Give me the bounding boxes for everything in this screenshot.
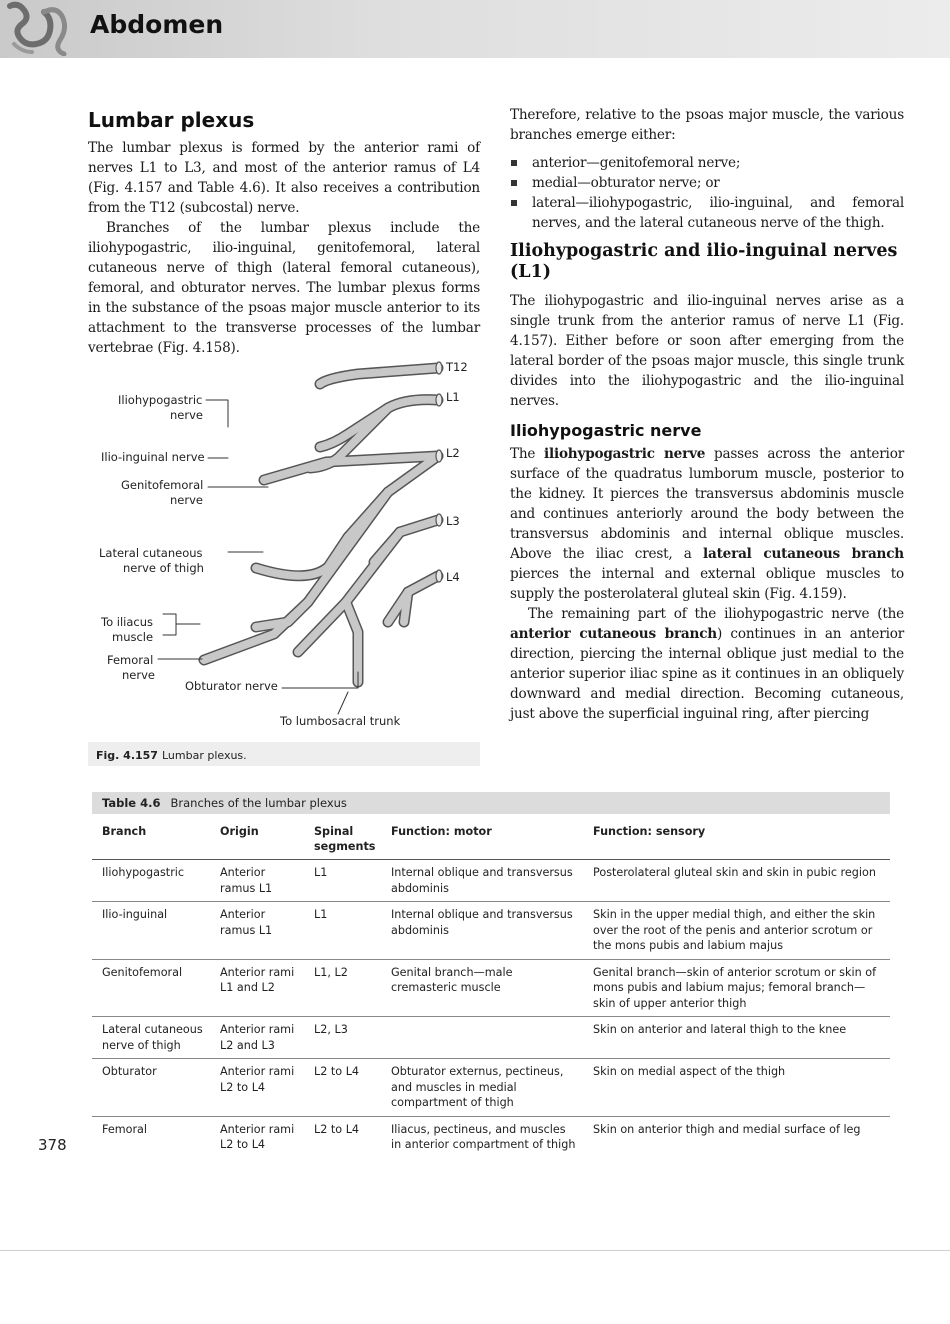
- table-cell: Anterior ramus L1: [210, 860, 304, 902]
- paragraph: [510, 604, 904, 724]
- table-cell: L2 to L4: [304, 1059, 381, 1117]
- label-lateral-cutaneous: Lateral cutaneous: [99, 546, 203, 560]
- table-row: [92, 959, 890, 1017]
- table-row: [92, 1116, 890, 1158]
- table: [92, 814, 890, 1158]
- column-header: Function: motor: [381, 814, 583, 860]
- label-lateral-cutaneous-2: nerve of thigh: [123, 561, 204, 575]
- text-run: ) continues in an anterior direction, piercing the internal oblique just medial to the anterior superior iliac spine as it continues in an obliquely downward and medial direction. Becoming cutaneous, just above the superficial inguinal ring, after piercing: [510, 626, 904, 722]
- table-caption: Branches of the lumbar plexus: [170, 796, 347, 810]
- text-run: The: [510, 446, 545, 462]
- label-femoral: Femoral: [107, 653, 154, 667]
- table-cell: Internal oblique and transversus abdominis: [381, 860, 583, 902]
- section-heading: Lumbar plexus: [88, 108, 255, 132]
- bold-term: iliohypogastric nerve: [544, 446, 706, 462]
- label-l2: L2: [446, 446, 460, 460]
- column-header: Branch: [92, 814, 210, 860]
- divider: [0, 1250, 950, 1251]
- paragraph: The lumbar plexus is formed by the anterior rami of nerves L1 to L3, and most of the anterior ramus of L4 (Fig. 4.157 and Table 4.6). It also receives a contribution from the T12 (subcostal) nerve.: [88, 140, 480, 216]
- table-cell: Anterior ramus L1: [210, 902, 304, 960]
- right-column: [510, 105, 904, 724]
- table-title: [92, 792, 890, 814]
- paragraph: Branches of the lumbar plexus include the iliohypogastric, ilio-inguinal, genitofemoral, lateral cutaneous nerve of thigh (lateral femoral cutaneous), femoral, and obturator nerves. The lumbar plexus forms in the substance of the psoas major muscle anterior to its attachment to the transverse processes of the lumbar vertebrae (Fig. 4.158).: [88, 220, 480, 356]
- label-t12: T12: [446, 360, 468, 374]
- table-cell: Skin in the upper medial thigh, and either the skin over the root of the penis and anterior scrotum or the mons pubis and labium majus: [583, 902, 890, 960]
- table-cell: Genital branch—male cremasteric muscle: [381, 959, 583, 1017]
- table-cell: L1: [304, 902, 381, 960]
- table-cell: Posterolateral gluteal skin and skin in pubic region: [583, 860, 890, 902]
- bold-term: lateral cutaneous branch: [703, 546, 904, 562]
- table-cell: Skin on medial aspect of the thigh: [583, 1059, 890, 1117]
- table-cell: Obturator: [92, 1059, 210, 1117]
- label-ilioinguinal: Ilio-inguinal nerve: [101, 450, 205, 464]
- table-cell: Skin on anterior and lateral thigh to the knee: [583, 1017, 890, 1059]
- label-lumbosacral: To lumbosacral trunk: [280, 714, 401, 728]
- label-obturator: Obturator nerve: [185, 679, 278, 693]
- subsection-heading: Iliohypogastric and ilio-inguinal nerves (L1): [510, 241, 898, 282]
- label-iliohypogastric: Iliohypogastric: [118, 393, 203, 407]
- figure-caption-label: Fig. 4.157: [96, 749, 158, 762]
- table-cell: Internal oblique and transversus abdominis: [381, 902, 583, 960]
- paragraph: Therefore, relative to the psoas major muscle, the various branches emerge either:: [510, 107, 904, 143]
- table-header-row: [92, 814, 890, 860]
- table-cell: Anterior rami L2 to L4: [210, 1059, 304, 1117]
- text-run: passes across the anterior surface of the quadratus lumborum muscle, posterior to the kidney. It pierces the transversus abdominis muscle and continues anteriorly around the body between the transversus abdominis and internal oblique muscles. Above the iliac crest, a: [510, 446, 904, 562]
- label-l3: L3: [446, 514, 460, 528]
- table-cell: Skin on anterior thigh and medial surface of leg: [593, 1122, 861, 1136]
- text-run: The remaining part of the iliohypogastric nerve (the: [528, 606, 904, 622]
- label-genitofemoral-2: nerve: [170, 493, 203, 507]
- label-iliacus: To iliacus: [101, 615, 153, 629]
- table-row: [92, 902, 890, 960]
- table-cell: Iliohypogastric: [92, 860, 210, 902]
- table-cell: Iliacus, pectineus, and muscles in anterior compartment of thigh: [391, 1122, 576, 1151]
- chapter-header: [0, 0, 950, 58]
- table-cell: L1, L2: [304, 959, 381, 1017]
- table-cell: Anterior rami L2 and L3: [210, 1017, 304, 1059]
- label-l1: L1: [446, 390, 460, 404]
- table-cell: Anterior rami L2 to L4: [220, 1122, 295, 1151]
- figure-caption-text: Lumbar plexus.: [161, 749, 247, 762]
- table-label: Table 4.6: [102, 796, 161, 810]
- page-number: 378: [38, 1136, 67, 1154]
- table-cell: Obturator externus, pectineus, and muscles in medial compartment of thigh: [381, 1059, 583, 1117]
- table-cell: [381, 1017, 583, 1059]
- bullet-list: [510, 153, 904, 233]
- table-cell: Anterior rami L1 and L2: [210, 959, 304, 1017]
- column-header: Spinal segments: [304, 814, 381, 860]
- chapter-title: Abdomen: [90, 10, 224, 39]
- column-header: Function: sensory: [583, 814, 890, 860]
- lumbar-plexus-figure: [88, 352, 480, 767]
- table-row: [92, 1059, 890, 1117]
- table-cell: Genital branch—skin of anterior scrotum or skin of mons pubis and labium majus; femoral branch—skin of upper anterior thigh: [583, 959, 890, 1017]
- list-item: lateral—iliohypogastric, ilio-inguinal, and femoral nerves, and the lateral cutaneous nerve of the thigh.: [510, 193, 904, 233]
- left-column: [88, 108, 480, 358]
- list-item: anterior—genitofemoral nerve;: [510, 153, 904, 173]
- label-l4: L4: [446, 570, 460, 584]
- paragraph: The iliohypogastric and ilio-inguinal nerves arise as a single trunk from the anterior ramus of nerve L1 (Fig. 4.157). Either before or soon after emerging from the lateral border of the psoas major muscle, this single trunk divides into the iliohypogastric and the ilio-inguinal nerves.: [510, 293, 904, 409]
- subsection-heading: Iliohypogastric nerve: [510, 421, 702, 440]
- label-femoral-2: nerve: [122, 668, 155, 682]
- column-header: Origin: [210, 814, 304, 860]
- list-item: medial—obturator nerve; or: [510, 173, 904, 193]
- table-cell: Lateral cutaneous nerve of thigh: [92, 1017, 210, 1059]
- table-cell: Ilio-inguinal: [92, 902, 210, 960]
- table-row: [92, 1017, 890, 1059]
- table-cell: Genitofemoral: [92, 959, 210, 1017]
- text-run: pierces the internal and external oblique muscles to supply the posterolateral gluteal skin (Fig. 4.159).: [510, 566, 904, 602]
- bold-term: anterior cutaneous branch: [510, 626, 717, 642]
- table-row: [92, 860, 890, 902]
- table-cell: L2 to L4: [314, 1122, 360, 1136]
- paragraph: [510, 444, 904, 604]
- table-cell: L1: [304, 860, 381, 902]
- figure-caption: [96, 749, 247, 762]
- label-iliacus-2: muscle: [112, 630, 154, 644]
- branches-table: [92, 792, 890, 1158]
- label-genitofemoral: Genitofemoral: [121, 478, 204, 492]
- table-cell: L2, L3: [304, 1017, 381, 1059]
- table-cell: Femoral: [102, 1122, 148, 1136]
- label-iliohypogastric-2: nerve: [170, 408, 203, 422]
- intestine-icon: [4, 0, 72, 56]
